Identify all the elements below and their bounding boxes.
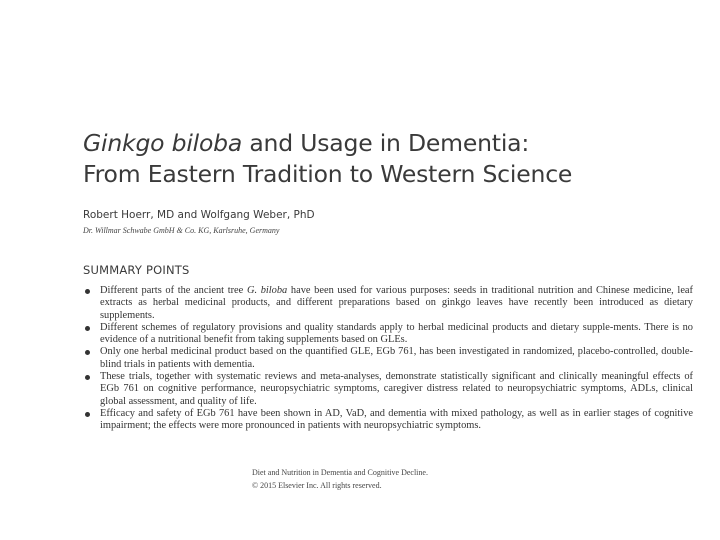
summary-point xyxy=(83,322,693,347)
title-line-1-text: and Usage in Dementia: xyxy=(242,129,530,157)
summary-point xyxy=(83,285,693,322)
book-title-note: Diet and Nutrition in Dementia and Cognitive Decline. xyxy=(252,468,428,477)
point-text: Efficacy and safety of EGb 761 have been shown in AD, VaD, and dementia with mixed pathology, as well as in earlier stages of cognitive impairment; the effects were more pronounced in patients with neuropsychiatric symptoms. xyxy=(100,407,693,432)
point-text: These trials, together with systematic reviews and meta-analyses, demonstrate statistically significant and clinically meaningful effects of EGb 761 on cognitive performance, neuropsychiatric symptoms, caregiver distress related to neuropsychiatric symptoms, ADLs, clinical global assessment, and quality of life. xyxy=(100,371,693,407)
bullet-icon xyxy=(85,289,90,294)
chapter-title xyxy=(83,128,683,190)
point-text: Different parts of the ancient tree xyxy=(100,285,247,296)
summary-point xyxy=(83,371,693,408)
chapter-title-line-1 xyxy=(83,128,683,159)
chapter-title-line-2: From Eastern Tradition to Western Science xyxy=(83,160,573,188)
title-italic-species: Ginkgo biloba xyxy=(83,129,243,157)
bullet-icon xyxy=(85,326,90,331)
summary-points-list xyxy=(83,285,693,433)
copyright-note: © 2015 Elsevier Inc. All rights reserved. xyxy=(252,480,382,490)
bullet-icon xyxy=(85,350,90,355)
author-affiliation: Dr. Willmar Schwabe GmbH & Co. KG, Karlsruhe, Germany xyxy=(83,226,280,235)
summary-points-heading: SUMMARY POINTS xyxy=(83,263,190,277)
point-text: Different schemes of regulatory provisions and quality standards apply to herbal medicinal products and dietary supple-ments. There is no evidence of a nutritional benefit from taking supplements based on GLEs. xyxy=(100,321,693,346)
bullet-icon xyxy=(85,375,90,380)
point-italic-text: G. biloba xyxy=(246,285,288,296)
book-footer xyxy=(252,468,428,491)
summary-point xyxy=(83,408,693,433)
point-text: Only one herbal medicinal product based on the quantified GLE, EGb 761, has been investigated in randomized, placebo-controlled, double-blind trials in patients with dementia. xyxy=(100,346,693,370)
summary-point xyxy=(83,346,693,371)
bullet-icon xyxy=(85,412,90,417)
point-text-rest: have been used for various purposes: seeds in traditional nutrition and Chinese medicine, leaf extracts as herbal medicinal products, and different preparations based on ginkgo leaves have recently been introduced as dietary supplements. xyxy=(100,285,694,321)
author-names: Robert Hoerr, MD and Wolfgang Weber, PhD xyxy=(83,209,315,221)
